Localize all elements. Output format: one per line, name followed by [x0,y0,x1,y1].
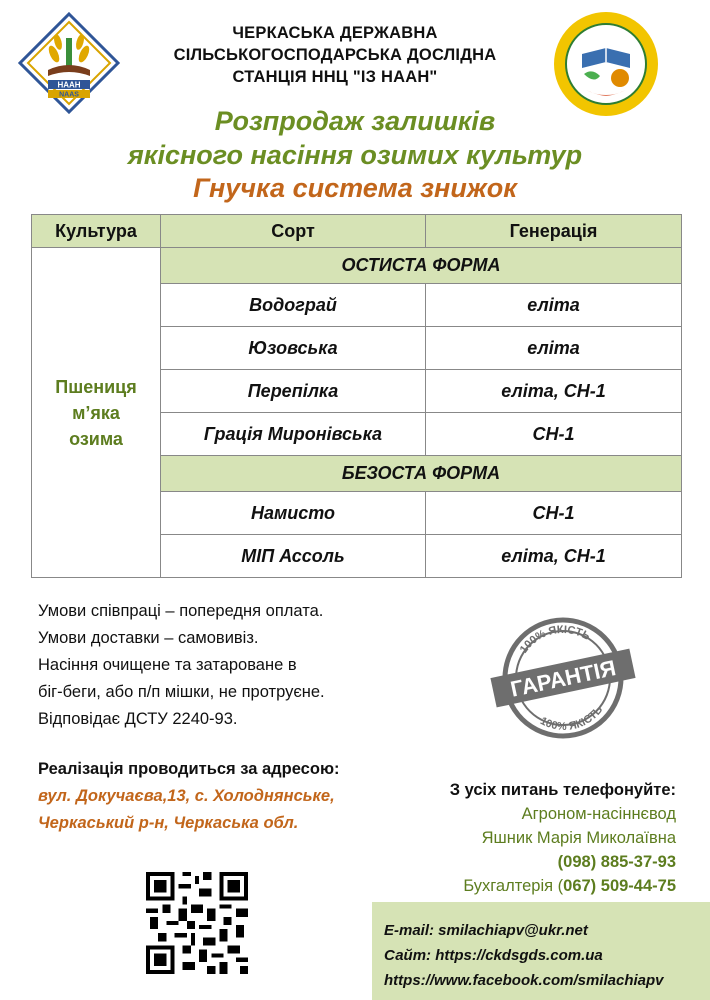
generation-cell: СН-1 [426,492,682,535]
svg-text:100% ЯКІСТЬ: 100% ЯКІСТЬ [517,623,593,656]
contact-phone[interactable]: (098) 885-37-93 [557,853,676,871]
variety-cell: Грація Миронівська [161,413,426,456]
variety-cell: Юзовська [161,327,426,370]
contacts-block [380,778,676,898]
generation-cell: еліта, СН-1 [426,370,682,413]
qr-code[interactable] [146,872,248,974]
generation-cell: еліта [426,284,682,327]
generation-cell: еліта [426,327,682,370]
generation-cell: еліта, СН-1 [426,535,682,578]
condition-line: Умови співпраці – попередня оплата. [38,602,324,620]
condition-line: біг-беги, або п/п мішки, не протруєне. [38,683,325,701]
org-line-3: СТАНЦІЯ ННЦ "ІЗ НААН" [232,68,438,86]
contact-name: Яшник Марія Миколаївна [481,829,676,847]
address-block [38,756,418,837]
variety-cell: МІП Ассоль [161,535,426,578]
address-line-1: вул. Докучаєва,13, с. Холоднянське, [38,787,335,805]
headline-line-2: якісного насіння озимих культур [127,140,583,170]
section-awnless-form: БЕЗОСТА ФОРМА [161,456,682,492]
naas-logo [18,12,120,114]
station-emblem-logo [552,10,660,118]
website-link[interactable]: Сайт: https://ckdsgds.com.ua [384,947,603,964]
culture-cell: Пшениця м’яка озима [32,248,161,578]
variety-cell: Водограй [161,284,426,327]
section-awned-form: ОСТИСТА ФОРМА [161,248,682,284]
col-header-culture: Культура [32,215,161,248]
generation-cell: СН-1 [426,413,682,456]
condition-line: Умови доставки – самовивіз. [38,629,259,647]
web-contacts-box [372,902,710,1000]
condition-line: Відповідає ДСТУ 2240-93. [38,710,238,728]
variety-cell: Намисто [161,492,426,535]
address-label: Реалізація проводиться за адресою: [38,760,340,778]
svg-text:НААН: НААН [57,80,81,90]
svg-text:100% ЯКІСТЬ: 100% ЯКІСТЬ [538,703,606,734]
conditions-text [38,598,438,733]
svg-text:ГАРАНТІЯ: ГАРАНТІЯ [508,655,618,702]
condition-line: Насіння очищене та затароване в [38,656,297,674]
seed-table [31,214,682,578]
facebook-link[interactable]: https://www.facebook.com/smilachiapv [384,972,664,989]
accounting-phone[interactable]: 067) 509-44-75 [563,877,676,895]
org-line-1: ЧЕРКАСЬКА ДЕРЖАВНА [232,24,438,42]
address-line-2: Черкаський р-н, Черкаська обл. [38,814,299,832]
org-line-2: СІЛЬСЬКОГОСПОДАРСЬКА ДОСЛІДНА [173,46,497,64]
svg-text:NAAS: NAAS [59,91,79,99]
email-link[interactable]: E-mail: smilachiapv@ukr.net [384,922,588,939]
variety-cell: Перепілка [161,370,426,413]
contact-role: Агроном-насіннєвод [521,805,676,823]
guarantee-stamp [488,613,638,743]
col-header-generation: Генерація [426,215,682,248]
contacts-title: З усіх питань телефонуйте: [449,781,676,799]
col-header-variety: Сорт [161,215,426,248]
organization-name [120,22,550,88]
table-header-row [32,215,682,248]
headline-discounts: Гнучка система знижок [193,173,517,203]
headline-line-1: Розпродаж залишків [214,106,496,136]
accounting-line: Бухгалтерія (067) 509-44-75 [463,877,676,895]
headline [30,104,680,204]
